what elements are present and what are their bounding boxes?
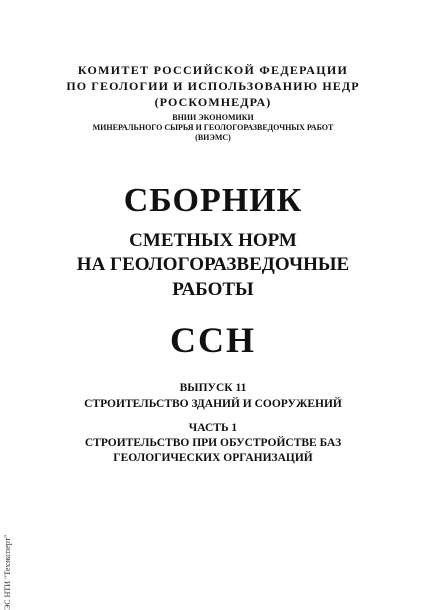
institute-abbreviation: (ВИЭМС) (195, 133, 231, 142)
committee-line-2: ПО ГЕОЛОГИИ И ИСПОЛЬЗОВАНИЮ НЕДР (66, 79, 360, 93)
title-main: СБОРНИК (123, 182, 303, 219)
title-sub-1: СМЕТНЫХ НОРМ (129, 230, 297, 251)
part-number: ЧАСТЬ 1 (188, 422, 238, 434)
institute-line-2: МИНЕРАЛЬНОГО СЫРЬЯ И ГЕОЛОГОРАЗВЕДОЧНЫХ РАБОТ (92, 123, 334, 132)
side-watermark-note: ЭС НТИ "Техэксперт" (3, 534, 12, 610)
issue-number: ВЫПУСК 11 (179, 382, 247, 394)
institute-line-1: ВНИИ ЭКОНОМИКИ (172, 113, 254, 122)
part-name-line-1: СТРОИТЕЛЬСТВО ПРИ ОБУСТРОЙСТВЕ БАЗ (84, 437, 342, 449)
committee-abbreviation: (РОСКОМНЕДРА) (154, 95, 272, 109)
issue-name: СТРОИТЕЛЬСТВО ЗДАНИЙ И СООРУЖЕНИЙ (84, 398, 342, 410)
committee-line-1: КОМИТЕТ РОССИЙСКОЙ ФЕДЕРАЦИИ (77, 63, 349, 77)
part-name-line-2: ГЕОЛОГИЧЕСКИХ ОРГАНИЗАЦИЙ (113, 452, 313, 464)
title-sub-3: РАБОТЫ (172, 279, 254, 300)
title-abbreviation: ССН (170, 320, 256, 360)
title-sub-2: НА ГЕОЛОГОРАЗВЕДОЧНЫЕ (76, 254, 350, 275)
